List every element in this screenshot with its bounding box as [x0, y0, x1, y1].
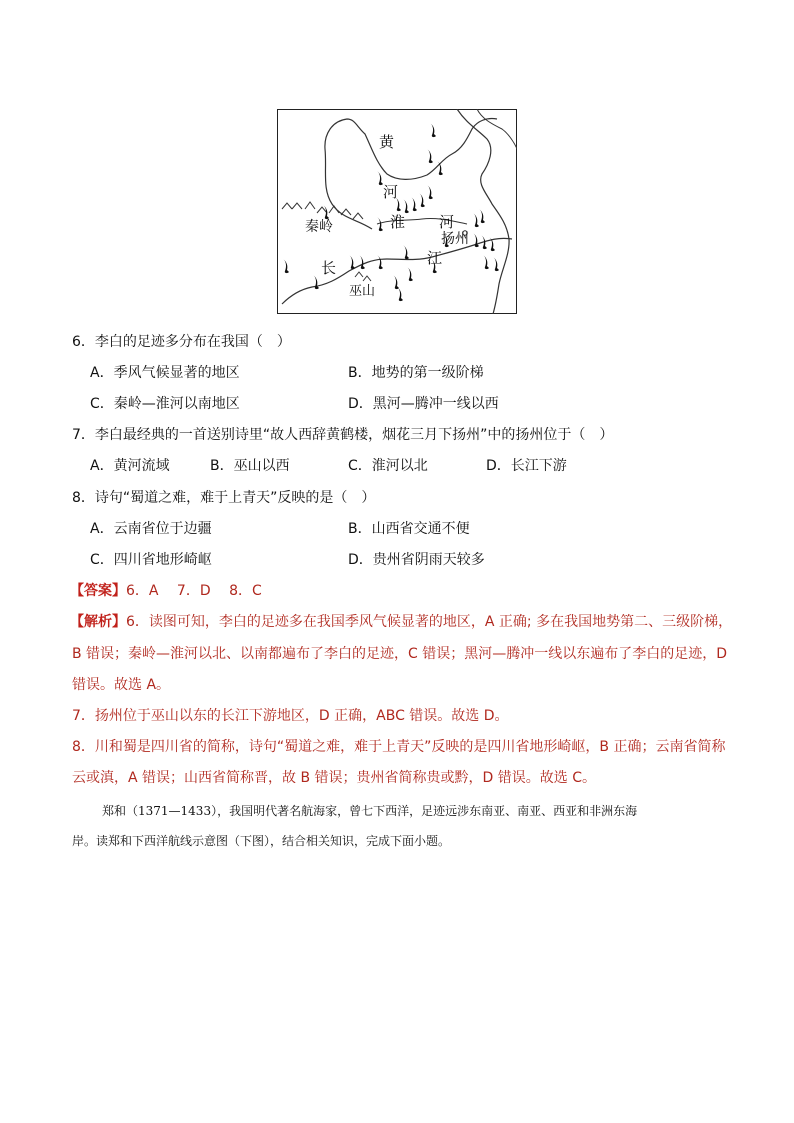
q7-option-c: C．淮河以北 — [348, 458, 428, 474]
analysis-line-5: 8．川和蜀是四川省的简称，诗句“蜀道之难，难于上青天”反映的是四川省地形崎岖，B 正确；云南省简称 — [72, 739, 726, 755]
map-label-jiang: 江 — [427, 249, 443, 267]
intro-line-1: 郑和（1371—1433），我国明代著名航海家，曾七下西洋，足迹远涉东南亚、南亚、西亚和非洲东海 — [102, 804, 638, 818]
map-label-he1: 河 — [383, 183, 399, 201]
map-label-huang: 黄 — [379, 133, 395, 151]
analysis-line-2: B 错误；秦岭—淮河以北、以南都遍布了李白的足迹，C 错误；黑河—腾冲一线以东遍布了李白的足迹，D — [72, 646, 728, 662]
q8-option-c: C．四川省地形崎岖 — [90, 552, 212, 568]
analysis-line-3: 错误。故选 A。 — [72, 677, 171, 693]
analysis-line-6: 云或滇，A 错误；山西省简称晋，故 B 错误；贵州省简称贵或黔，D 错误。故选 C。 — [72, 770, 596, 786]
map-label-he2: 河 — [439, 213, 455, 231]
map-label-huai: 淮 — [390, 213, 406, 231]
q8-option-a: A．云南省位于边疆 — [90, 521, 212, 537]
q8-option-d: D．贵州省阴雨天较多 — [348, 552, 485, 568]
map-label-qinling: 秦岭 — [305, 219, 333, 235]
map-label-wushan: 巫山 — [349, 284, 376, 299]
analysis-line-4: 7．扬州位于巫山以东的长江下游地区，D 正确，ABC 错误。故选 D。 — [72, 708, 509, 724]
answer-line — [70, 582, 262, 600]
q7-stem: 7．李白最经典的一首送别诗里“故人西辞黄鹤楼，烟花三月下扬州”中的扬州位于（ ） — [72, 427, 614, 443]
analysis-tag: 【解析】 — [70, 614, 126, 630]
answer-text: 6．A 7．D 8．C — [126, 583, 262, 599]
q6-option-a: A．季风气候显著的地区 — [90, 365, 240, 381]
li-bai-footprint-map — [277, 109, 517, 314]
map-label-chang: 长 — [321, 259, 337, 277]
q6-stem: 6．李白的足迹多分布在我国（ ） — [72, 334, 291, 350]
q8-stem: 8．诗句“蜀道之难，难于上青天”反映的是（ ） — [72, 490, 376, 506]
answer-tag: 【答案】 — [70, 583, 126, 599]
q6-option-c: C．秦岭—淮河以南地区 — [90, 396, 240, 412]
q8-option-b: B．山西省交通不便 — [348, 521, 470, 537]
q7-option-a: A．黄河流域 — [90, 458, 170, 474]
q6-option-d: D．黑河—腾冲一线以西 — [348, 396, 499, 412]
q7-option-b: B．巫山以西 — [210, 458, 290, 474]
q7-option-d: D．长江下游 — [486, 458, 567, 474]
analysis-text-1: 6．读图可知，李白的足迹多在我国季风气候显著的地区，A 正确; 多在我国地势第二、三级阶梯， — [126, 614, 733, 630]
map-label-yangzhou: 扬州 — [441, 231, 469, 247]
analysis-line-1 — [70, 613, 732, 631]
intro-line-2: 岸。读郑和下西洋航线示意图（下图），结合相关知识，完成下面小题。 — [72, 834, 451, 848]
q6-option-b: B．地势的第一级阶梯 — [348, 365, 484, 381]
